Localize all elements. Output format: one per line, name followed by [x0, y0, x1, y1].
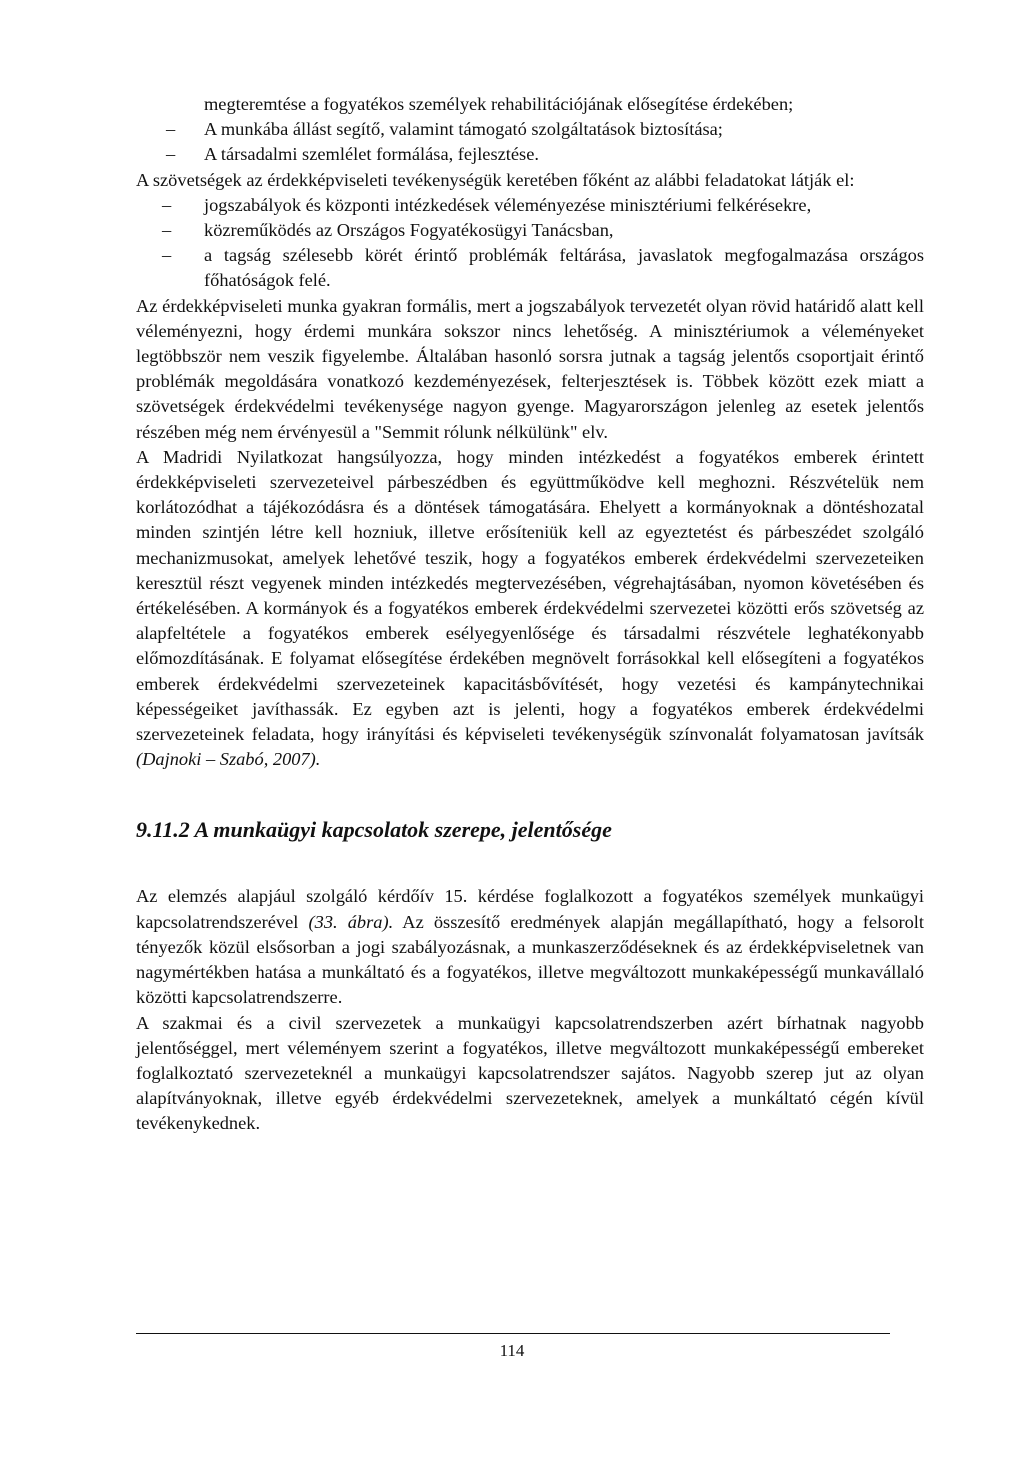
- section-paragraph: [136, 884, 924, 1010]
- footer-divider: [136, 1333, 890, 1334]
- page-number: 114: [499, 1341, 525, 1360]
- section-paragraph-text: Az elemzés alapjául szolgáló kérdőív 15. kérdése foglalkozott a fogyatékos személyek munkaügyi kapcsolatrendszerével: [136, 886, 924, 932]
- list-item: – közreműködés az Országos Fogyatékosügyi Tanácsban,: [136, 218, 924, 243]
- list-item: – A társadalmi szemlélet formálása, fejlesztése.: [136, 142, 924, 167]
- figure-reference: (33. ábra).: [308, 911, 394, 932]
- list-item: – a tagság szélesebb körét érintő problémák feltárása, javaslatok megfogalmazása országos főhatóságok felé.: [136, 243, 924, 293]
- citation: (Dajnoki – Szabó, 2007).: [136, 749, 321, 770]
- list-item: – jogszabályok és központi intézkedések véleményezése minisztériumi felkérésekre,: [136, 193, 924, 218]
- document-page: [136, 92, 924, 1137]
- section-heading: 9.11.2 A munkaügyi kapcsolatok szerepe, jelentősége: [136, 817, 612, 843]
- intro-continuation: megteremtése a fogyatékos személyek rehabilitációjának elősegítése érdekében;: [204, 94, 794, 114]
- list-item: – A munkába állást segítő, valamint támogató szolgáltatások biztosítása;: [136, 117, 924, 142]
- section-paragraph: A szakmai és a civil szervezetek a munkaügyi kapcsolatrendszerben azért bírhatnak nagyobb jelentőséggel, mert véleményem szerint a fogyatékos, illetve megváltozott munkaképességű embereket foglalkoztató szervezeteknél a munkaügyi kapcsolatrendszer sajátos. Nagyobb szerep jut az olyan alapítványoknak, illetve egyéb érdekvédelmi szervezeteknek, amelyek a munkáltató cégén kívül tevékenykednek.: [136, 1012, 924, 1134]
- associations-lead: A szövetségek az érdekképviseleti tevékenységük keretében főként az alábbi feladatokat látják el:: [136, 169, 855, 190]
- body-paragraph-with-citation: [136, 445, 924, 773]
- body-paragraph: Az érdekképviseleti munka gyakran formális, mert a jogszabályok tervezetét olyan rövid határidő alatt kell véleményezni, hogy érdemi munkára sokszor nincs lehetőség. A minisztériumok a véleményeket legtöbbször nem veszik figyelembe. Általában hasonló sorsra jutnak a tagság jelentős csoportjait érintő problémák megoldására vonatkozó kezdeményezések, felterjesztések is. Többek között ezek miatt a szövetségek érdekvédelmi tevékenysége nagyon gyenge. Magyarországon jelenleg az esetek jelentős részében még nem érvényesül a "Semmit rólunk nélkülünk" elv.: [136, 295, 924, 442]
- section-paragraph-text: Az összesítő eredmények alapján megállapítható, hogy a felsorolt tényezők közül elsősorban a jogi szabályozásnak, a munkaszerződéseknek és az érdekképviseletnek van nagymértékben hatása a munkáltató és a fogyatékos, illetve megváltozott munkaképességű munkavállaló közötti kapcsolatrendszerre.: [136, 911, 924, 1008]
- body-paragraph-text: A Madridi Nyilatkozat hangsúlyozza, hogy minden intézkedést a fogyatékos emberek érintett érdekképviseleti szervezeteivel párbeszédben és együttműködve kell meghozni. Részvételük nem korlátozódhat a tájékozódásra és a döntések támogatására. Ehelyett a kormányoknak a döntéshozatal minden szintjén létre kell hozniuk, illetve erősíteniük kell az egyeztetést és párbeszédet szolgáló mechanizmusokat, amelyek lehetővé teszik, hogy a fogyatékos emberek érdekvédelmi szervezeteiken keresztül részt vegyenek minden intézkedés megtervezésében, végrehajtásában, nyomon követésében és értékelésében. A kormányok és a fogyatékos emberek érdekvédelmi szervezetei közötti erős szövetség az alapfeltétele a fogyatékos emberek esélyegyenlősége és társadalmi részvétele leghatékonyabb előmozdításának. E folyamat elősegítése érdekében megnövelt forrásokkal kell elősegíteni a fogyatékos emberek érdekvédelmi szervezeteinek kapacitásbővítését, hogy vezetési és kampánytechnikai képességeiket javíthassák. Ez egyben azt is jelenti, hogy a fogyatékos emberek érdekvédelmi szervezeteinek feladata, hogy irányítási és képviseleti tevékenységük színvonalát folyamatosan javítsák: [136, 446, 924, 745]
- associations-bullet-list: [136, 193, 924, 294]
- intro-bullet-list: [136, 117, 924, 167]
